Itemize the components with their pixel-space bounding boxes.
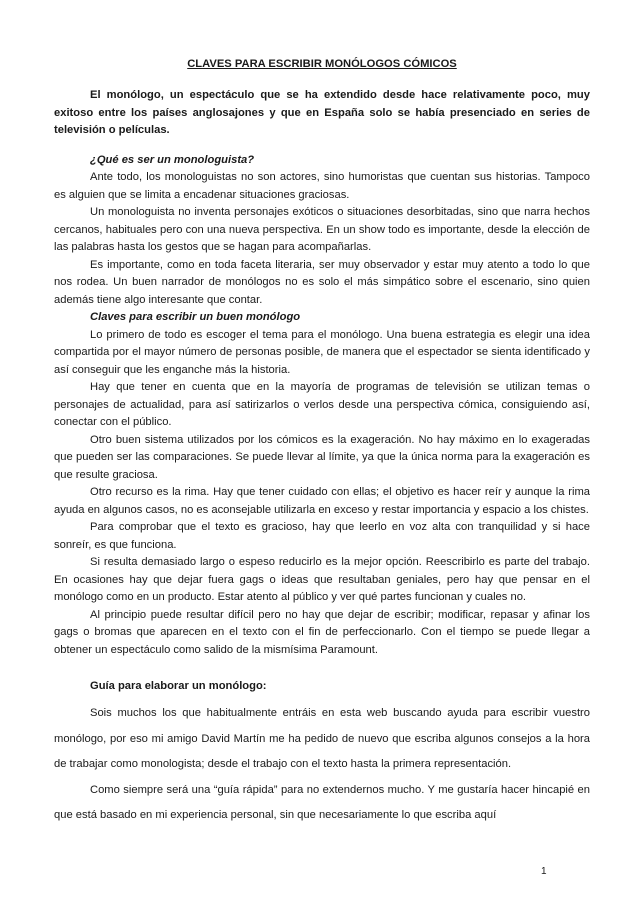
document-title: CLAVES PARA ESCRIBIR MONÓLOGOS CÓMICOS <box>187 58 457 70</box>
document-body <box>54 57 590 828</box>
paragraph: Si resulta demasiado largo o espeso reducirlo es la mejor opción. Reescribirlo es parte del trabajo. En ocasiones hay que dejar fuera gags o ideas que resultaban geniales, pero hay que pensar en el monólogo como en un producto. Estar atento al público y ver qué partes funcionan y cuales no. <box>54 556 590 603</box>
paragraph: Para comprobar que el texto es gracioso, hay que leerlo en voz alta con tranquilidad y si hace sonreír, es que funciona. <box>54 521 590 551</box>
paragraph: Sois muchos los que habitualmente entráis en esta web buscando ayuda para escribir vuestro monólogo, por eso mi amigo David Martín me ha pedido de nuevo que escriba algunos consejos a la hora de trabajar como monologista; desde el trabajo con el texto hasta la primera representación. <box>54 707 590 771</box>
paragraph: Como siempre será una “guía rápida” para no extendernos mucho. Y me gustaría hacer hincapié en que está basado en mi experiencia personal, sin que necesariamente lo que escriba aquí <box>54 783 590 822</box>
paragraph: Otro recurso es la rima. Hay que tener cuidado con ellas; el objetivo es hacer reír y aunque la rima ayuda en algunos casos, no es aconsejable utilizarla en exceso y restar importancia y espacio a los chistes. <box>54 486 590 516</box>
paragraph: Lo primero de todo es escoger el tema para el monólogo. Una buena estrategia es elegir una idea compartida por el mayor número de personas posible, de manera que el espectador se sienta identificado y así conseguir que les enganche más la historia. <box>54 328 590 376</box>
section-heading-guia: Guía para elaborar un monólogo: <box>90 680 267 692</box>
section-heading-monologuista: ¿Qué es ser un monologuista? <box>90 153 255 166</box>
paragraph: Ante todo, los monologuistas no son actores, sino humoristas que cuentan sus historias. Tampoco es alguien que se limita a encadenar situaciones graciosas. <box>54 171 590 201</box>
paragraph: Hay que tener en cuenta que en la mayoría de programas de televisión se utilizan temas o personajes de actualidad, para así satirizarlos o verlos desde una perspectiva cómica, consiguiendo así, conectar con el público. <box>54 381 590 428</box>
paragraph: Es importante, como en toda faceta literaria, ser muy observador y estar muy atento a todo lo que nos rodea. Un buen narrador de monólogos no es solo el más simpático sobre el escenario, sino quien además tiene algo interesante que contar. <box>54 258 590 306</box>
guide-section <box>54 674 590 828</box>
paragraph: Otro buen sistema utilizados por los cómicos es la exageración. No hay máximo en lo exageradas que pueden ser las comparaciones. Se puede llevar al límite, ya que la única norma para la exageración es que resulte graciosa. <box>54 433 590 481</box>
paragraph: Al principio puede resultar difícil pero no hay que dejar de escribir; modificar, repasar y afinar los gags o bromas que aparecen en el texto con el fin de perfeccionarlo. Con el tiempo se puede llegar a obtener un espectáculo como salido de la mismísima Paramount. <box>54 608 590 656</box>
paragraph: Un monologuista no inventa personajes exóticos o situaciones desorbitadas, sino que narra hechos cercanos, habituales pero con una nueva perspectiva. En un show todo es importante, desde la elección de las palabras hasta los gestos que se hagan para acompañarlas. <box>54 206 590 253</box>
intro-paragraph: El monólogo, un espectáculo que se ha extendido desde hace relativamente poco, muy exitoso entre los países anglosajones y que en España solo se había presenciado en series de televisión o películas. <box>54 89 590 136</box>
section-heading-claves: Claves para escribir un buen monólogo <box>90 311 301 323</box>
page-number: 1 <box>541 866 547 877</box>
